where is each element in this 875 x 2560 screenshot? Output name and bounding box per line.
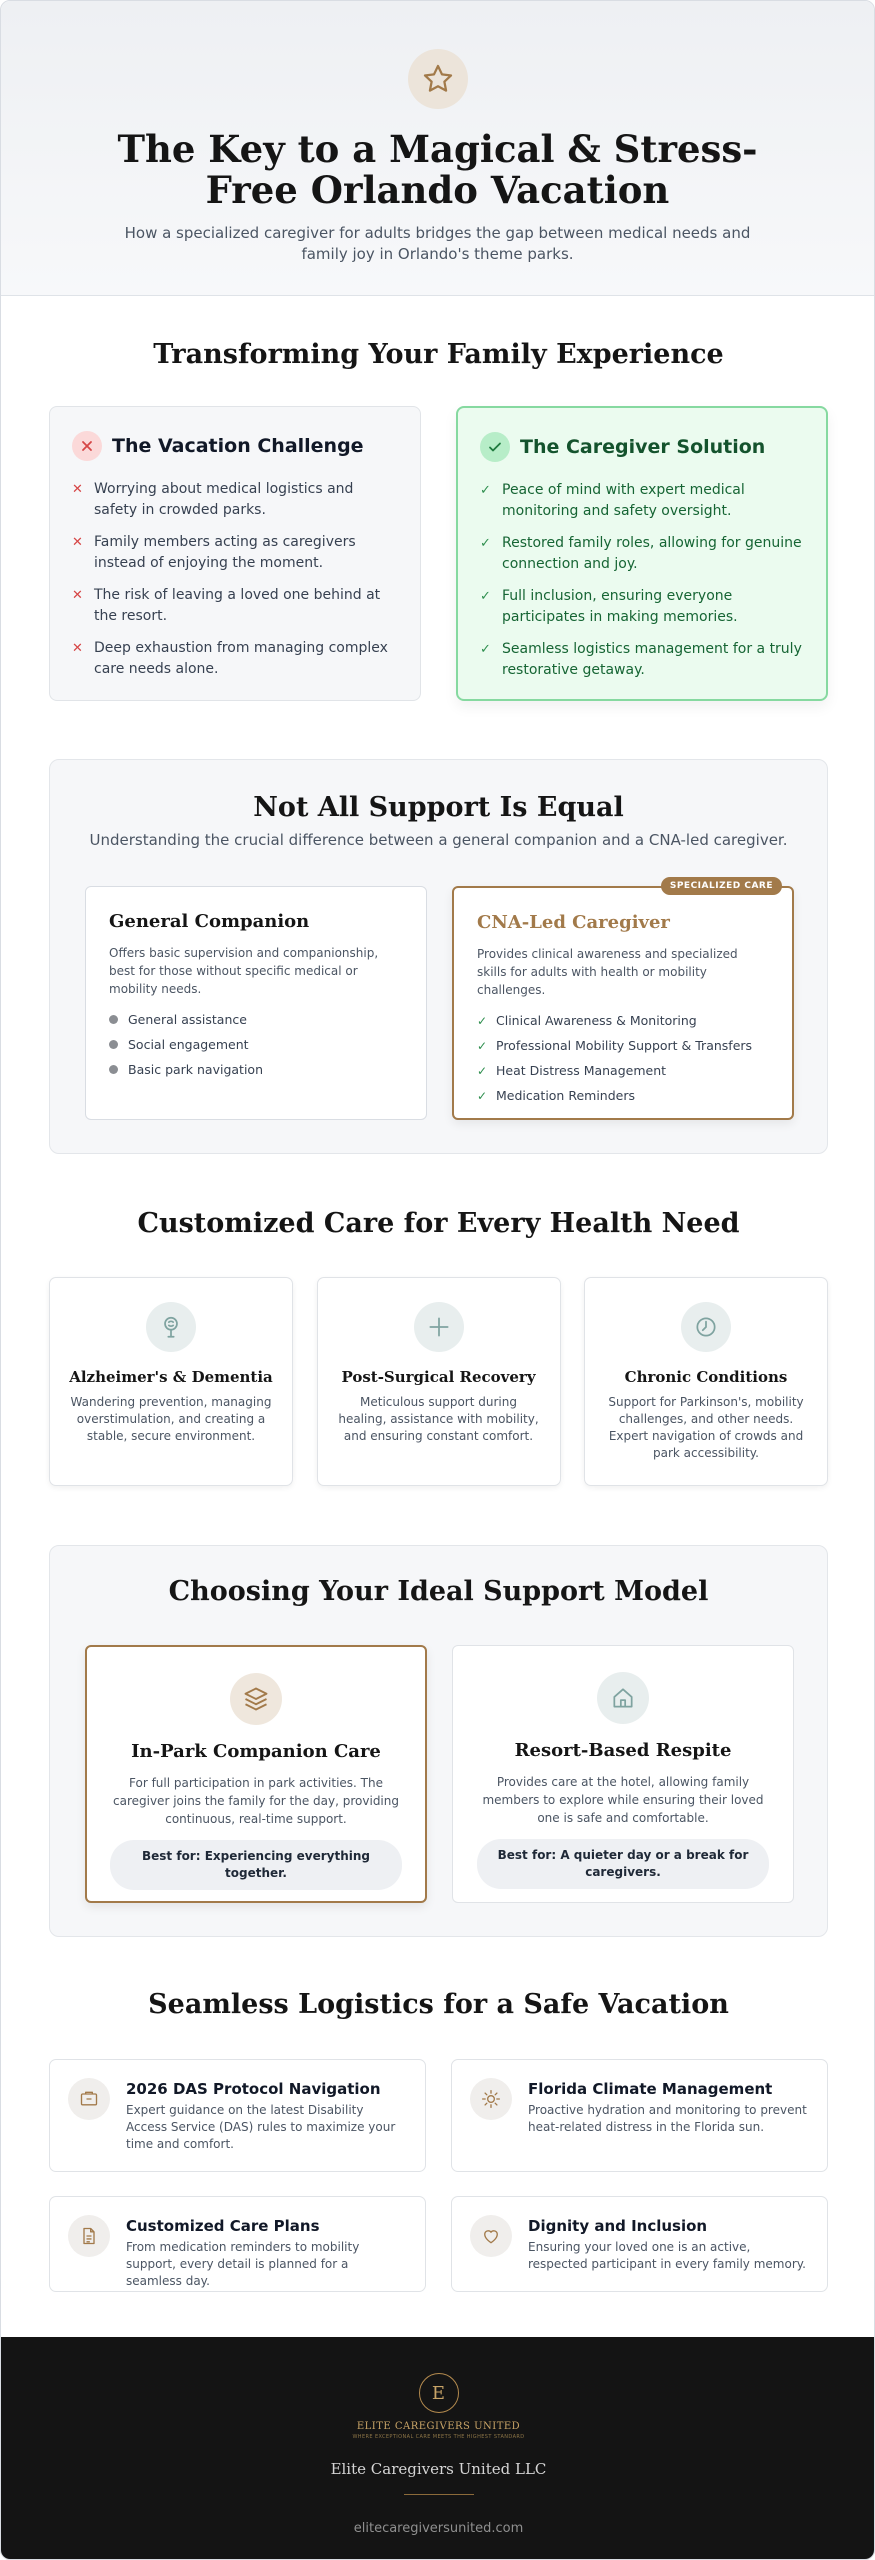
check-mark-icon: ✓ — [477, 1013, 488, 1028]
ticket-icon — [68, 2078, 110, 2120]
logistics-card: Florida Climate Management Proactive hydration and monitoring to prevent heat-related distress in the Florida sun. — [451, 2059, 828, 2172]
health-card: Post-Surgical Recovery Meticulous support during healing, assistance with mobility, and ensuring constant comfort. — [317, 1277, 561, 1486]
transform-title: Transforming Your Family Experience — [153, 339, 724, 370]
website-link[interactable]: elitecaregiversunited.com — [353, 2521, 524, 2536]
x-mark-icon: ✕ — [72, 588, 83, 603]
general-companion-card — [85, 886, 427, 1120]
solution-list — [480, 480, 804, 681]
in-park-care-card[interactable]: In-Park Companion Care For full participation in park activities. The caregiver joins the family for the day, providing continuous, real-time support. Best for: Experiencing everything together. — [85, 1645, 427, 1903]
check-mark-icon: ✓ — [477, 1088, 488, 1103]
challenge-list — [72, 479, 398, 680]
clock-icon — [681, 1302, 731, 1352]
check-icon — [480, 432, 510, 462]
logistics-card: 2026 DAS Protocol Navigation Expert guidance on the latest Disability Access Service (DAS) rules to maximize your time and comfort. — [49, 2059, 426, 2172]
logo-icon: E — [419, 2373, 459, 2413]
logistics-card: Dignity and Inclusion Ensuring your loved one is an active, respected participant in every family memory. — [451, 2196, 828, 2292]
check-mark-icon: ✓ — [480, 642, 491, 657]
list-item: ✕ Worrying about medical logistics and safety in crowded parks. — [72, 479, 398, 521]
company-name: Elite Caregivers United LLC — [330, 2460, 547, 2478]
cna-title: CNA-Led Caregiver — [477, 912, 670, 933]
x-mark-icon: ✕ — [72, 535, 83, 550]
solution-card — [456, 406, 828, 701]
list-item: ✕ The risk of leaving a loved one behind at the resort. — [72, 585, 398, 627]
logo-tagline: WHERE EXCEPTIONAL CARE MEETS THE HIGHEST STANDARD — [352, 2434, 525, 2440]
sun-icon — [470, 2078, 512, 2120]
page-subtitle: How a specialized caregiver for adults bridges the gap between medical needs and family joy in Orlando's theme parks. — [124, 224, 751, 263]
comparison-cards — [49, 406, 828, 701]
logistics-grid — [49, 2059, 828, 2292]
solution-title: The Caregiver Solution — [520, 436, 766, 458]
support-section — [49, 759, 828, 1154]
list-item: ✓ Seamless logistics management for a truly restorative getaway. — [480, 639, 804, 681]
list-item: ✓ Full inclusion, ensuring everyone participates in making memories. — [480, 586, 804, 628]
bullet-icon — [109, 1015, 118, 1024]
logistics-title: Seamless Logistics for a Safe Vacation — [148, 1989, 729, 2020]
resort-respite-card[interactable]: Resort-Based Respite Provides care at the hotel, allowing family members to explore while ensuring their loved one is safe and comfortable. Best for: A quieter day or a break for caregivers. — [452, 1645, 794, 1903]
bullet-icon — [109, 1040, 118, 1049]
health-title: Customized Care for Every Health Need — [137, 1208, 740, 1239]
support-model-section — [49, 1545, 828, 1937]
cna-caregiver-card — [452, 881, 794, 1120]
footer — [1, 2337, 875, 2560]
plus-icon — [414, 1302, 464, 1352]
health-card: Alzheimer's & Dementia Wandering prevention, managing overstimulation, and creating a stable, secure environment. — [49, 1277, 293, 1486]
bullet-icon — [109, 1065, 118, 1074]
health-card: Chronic Conditions Support for Parkinson's, mobility challenges, and other needs. Expert navigation of crowds and park accessibility. — [584, 1277, 828, 1486]
check-mark-icon: ✓ — [480, 589, 491, 604]
hero-section — [1, 1, 874, 296]
challenge-card — [49, 406, 421, 701]
list-item: ✓ Peace of mind with expert medical monitoring and safety oversight. — [480, 480, 804, 522]
list-item: ✕ Family members acting as caregivers instead of enjoying the moment. — [72, 532, 398, 574]
x-mark-icon: ✕ — [72, 641, 83, 656]
heart-icon — [470, 2215, 512, 2257]
support-subtitle: Understanding the crucial difference between a general companion and a CNA-led caregiver. — [89, 831, 788, 849]
check-mark-icon: ✓ — [480, 483, 491, 498]
list-item: General assistance — [109, 1012, 403, 1027]
check-mark-icon: ✓ — [477, 1038, 488, 1053]
challenge-title: The Vacation Challenge — [112, 435, 364, 457]
star-icon — [408, 49, 468, 109]
general-title: General Companion — [109, 911, 310, 932]
best-for-label: Best for: Experiencing everything together. — [110, 1840, 402, 1890]
list-item: ✓ Restored family roles, allowing for genuine connection and joy. — [480, 533, 804, 575]
document-icon — [68, 2215, 110, 2257]
list-item: Basic park navigation — [109, 1062, 403, 1077]
general-description: Offers basic supervision and companionship, best for those without specific medical or mobility needs. — [109, 946, 379, 996]
check-mark-icon: ✓ — [477, 1063, 488, 1078]
logistics-card: Customized Care Plans From medication reminders to mobility support, every detail is planned for a seamless day. — [49, 2196, 426, 2292]
list-item: ✕ Deep exhaustion from managing complex care needs alone. — [72, 638, 398, 680]
health-cards — [49, 1277, 828, 1486]
page-title: The Key to a Magical & Stress-Free Orlando Vacation — [117, 127, 758, 212]
layers-icon — [230, 1673, 282, 1725]
logo-name: ELITE CAREGIVERS UNITED — [356, 2421, 521, 2432]
list-item: ✓ Professional Mobility Support & Transfers — [477, 1038, 753, 1053]
x-icon — [72, 431, 102, 461]
best-for-label: Best for: A quieter day or a break for caregivers. — [477, 1839, 769, 1889]
model-title: Choosing Your Ideal Support Model — [168, 1576, 709, 1607]
x-mark-icon: ✕ — [72, 482, 83, 497]
list-item: ✓ Medication Reminders — [477, 1088, 635, 1103]
check-mark-icon: ✓ — [480, 536, 491, 551]
divider — [404, 2494, 474, 2495]
home-icon — [597, 1672, 649, 1724]
list-item: Social engagement — [109, 1037, 403, 1052]
list-item: ✓ Clinical Awareness & Monitoring — [477, 1013, 697, 1028]
cna-description: Provides clinical awareness and specialized skills for adults with health or mobility challenges. — [477, 947, 738, 997]
brain-icon — [146, 1302, 196, 1352]
specialized-care-badge: SPECIALIZED CARE — [661, 877, 782, 895]
list-item: ✓ Heat Distress Management — [477, 1063, 667, 1078]
support-title: Not All Support Is Equal — [253, 792, 624, 823]
